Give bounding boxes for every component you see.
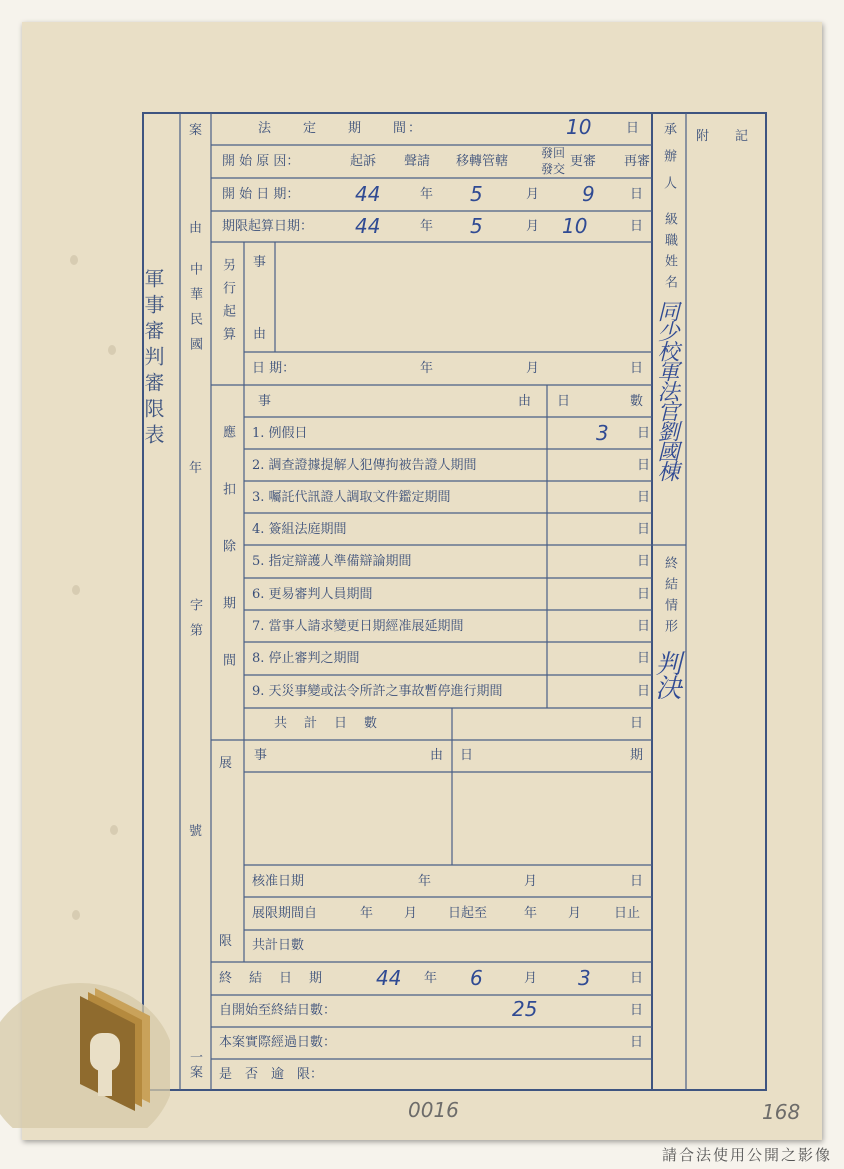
end-date-d: 日 [630, 971, 644, 986]
deduct-item: 1. 例假日 [252, 426, 308, 441]
extend-from-m: 月 [404, 906, 418, 921]
conclusion-label: 終結情形 [662, 556, 677, 640]
deduct-item: 9. 天災事變或法令所許之事故暫停進行期間 [252, 684, 503, 699]
archive-logo [0, 968, 170, 1128]
deduct-item-unit: 日 [637, 426, 651, 441]
deduct-item-unit: 日 [637, 554, 651, 569]
statutory-day-unit: 日 [626, 121, 640, 136]
extend-from-d: 日起至 [448, 906, 488, 921]
days-to-end-value: 25 [512, 997, 538, 1021]
limit-start-d: 日 [630, 219, 644, 234]
extend-side-bottom: 限 [219, 934, 233, 949]
limit-start-day: 10 [562, 214, 588, 238]
binder-hole [72, 585, 80, 595]
year-label: 年 [189, 461, 203, 476]
days-to-end-label: 自開始至終結日數： [219, 1003, 337, 1018]
case-label: 案 [189, 123, 203, 138]
binder-hole [108, 345, 116, 355]
limit-start-month: 5 [470, 214, 483, 238]
deduct-head-ri: 日 [557, 394, 571, 409]
start-date-label: 開 始 日 期： [222, 187, 300, 202]
archive-page-number: 0016 [408, 1098, 459, 1122]
deduct-head-shi: 事 [258, 394, 272, 409]
binder-hole [70, 255, 78, 265]
deduct-item-unit: 日 [637, 458, 651, 473]
rank-name-label: 級職姓名 [662, 212, 677, 296]
end-date-year: 44 [376, 966, 402, 990]
reason-retrial: 再審 [624, 154, 651, 169]
deduct-item: 3. 囑託代訊證人調取文件鑑定期間 [252, 490, 451, 505]
approve-d: 日 [630, 874, 644, 889]
extend-period-label: 展限期間自 [252, 906, 318, 921]
deduct-item: 5. 指定辯護人準備辯論期間 [252, 554, 412, 569]
reason-indictment: 起訴 [350, 154, 377, 169]
extend-ri: 日 [460, 748, 474, 763]
end-date-month: 6 [470, 966, 483, 990]
reason-transfer: 移轉管轄 [456, 154, 509, 169]
deduct-item: 7. 當事人請求變更日期經准展延期間 [252, 619, 464, 634]
deduct-item-unit: 日 [637, 684, 651, 699]
extend-side-top: 展 [219, 756, 233, 771]
deduct-total-label: 共 計 日 數 [274, 716, 380, 731]
start-date-year: 44 [355, 182, 381, 206]
end-date-m: 月 [524, 971, 538, 986]
one-case-label: 一案 [187, 1050, 202, 1080]
deduct-item-unit: 日 [637, 651, 651, 666]
deduct-item: 8. 停止審判之期間 [252, 651, 360, 666]
other-calc-side-label: 另行起算 [220, 258, 235, 350]
remarks-label: 附 記 [696, 129, 749, 144]
start-date-d: 日 [630, 187, 644, 202]
deduct-item: 6. 更易審判人員期間 [252, 587, 373, 602]
handler-label: 承辦人 [661, 122, 676, 203]
deduct-total-unit: 日 [630, 716, 644, 731]
deduct-item-unit: 日 [637, 587, 651, 602]
extend-to-m: 月 [568, 906, 582, 921]
archive-sheet-number: 168 [762, 1100, 801, 1124]
deduct-item: 4. 簽組法庭期間 [252, 522, 347, 537]
deduct-item-days: 3 [596, 421, 609, 445]
deduct-head-shu: 數 [630, 394, 644, 409]
deduct-side-label: 應扣除期間 [220, 425, 235, 710]
deduct-item-unit: 日 [637, 490, 651, 505]
other-calc-m: 月 [526, 361, 540, 376]
conclusion-value: 判決 [651, 650, 681, 698]
other-calc-you: 由 [253, 327, 267, 342]
approve-date-label: 核准日期 [252, 874, 305, 889]
days-to-end-unit: 日 [630, 1003, 644, 1018]
officer-name: 同少校軍法官劉國棟 [654, 300, 679, 480]
deduct-head-you: 由 [518, 394, 532, 409]
other-calc-d: 日 [630, 361, 644, 376]
reason-retrial-more: 更審 [570, 154, 597, 169]
usage-notice: 請合法使用公開之影像 [661, 1146, 832, 1164]
limit-start-label: 期限起算日期： [222, 219, 314, 234]
other-calc-shi: 事 [253, 255, 267, 270]
extend-to-y: 年 [524, 906, 538, 921]
binder-hole [110, 825, 118, 835]
approve-y: 年 [418, 874, 432, 889]
roc-label: 中華民國 [187, 262, 202, 362]
end-date-label: 終 結 日 期 [219, 971, 325, 986]
end-date-day: 3 [578, 966, 591, 990]
start-date-m: 月 [526, 187, 540, 202]
actual-days-label: 本案實際經過日數： [219, 1035, 337, 1050]
limit-start-m: 月 [526, 219, 540, 234]
actual-days-unit: 日 [630, 1035, 644, 1050]
start-date-month: 5 [470, 182, 483, 206]
extend-from-y: 年 [360, 906, 374, 921]
reason-remand-a: 發回 [541, 146, 566, 160]
form-title: 軍事審判審限表 [141, 268, 165, 450]
limit-start-y: 年 [420, 219, 434, 234]
case-number-label: 字第 [187, 598, 202, 648]
statutory-days-value: 10 [566, 115, 592, 139]
deduct-item-unit: 日 [637, 619, 651, 634]
binder-hole [72, 910, 80, 920]
deduct-item: 2. 調查證據提解人犯傳拘被告證人期間 [252, 458, 477, 473]
reason-remand-b: 發交 [541, 162, 566, 176]
start-date-y: 年 [420, 187, 434, 202]
extend-you: 由 [430, 748, 444, 763]
limit-start-year: 44 [355, 214, 381, 238]
approve-m: 月 [524, 874, 538, 889]
other-calc-date-label: 日 期： [252, 361, 296, 376]
hao-label: 號 [189, 824, 203, 839]
extend-shi: 事 [254, 748, 268, 763]
reason-petition: 聲請 [404, 154, 431, 169]
extend-to-d: 日止 [614, 906, 641, 921]
extend-total-label: 共計日數 [252, 938, 305, 953]
overdue-label: 是 否 逾 限： [219, 1067, 324, 1082]
extend-qi: 期 [630, 748, 644, 763]
start-reason-label: 開 始 原 因： [222, 154, 300, 169]
other-calc-y: 年 [420, 361, 434, 376]
end-date-y: 年 [424, 971, 438, 986]
deduct-item-unit: 日 [637, 522, 651, 537]
statutory-period-label: 法 定 期 間： [258, 121, 424, 136]
case-reason-label: 由 [189, 221, 203, 236]
start-date-day: 9 [582, 182, 595, 206]
